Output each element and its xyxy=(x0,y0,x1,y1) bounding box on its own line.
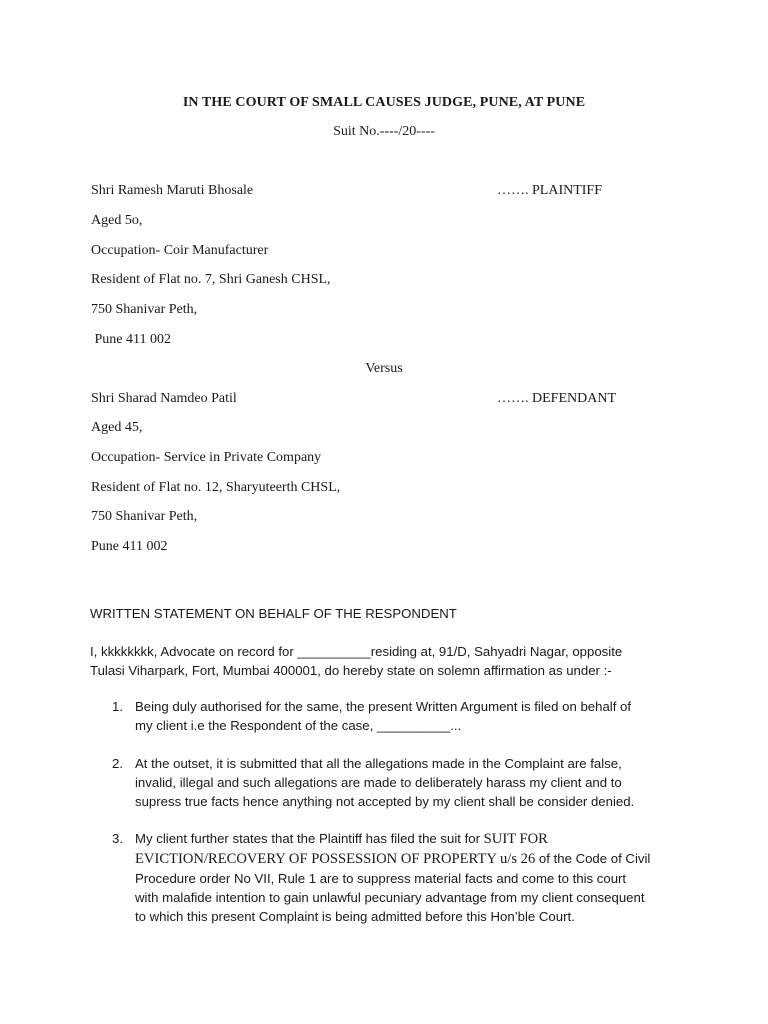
suit-type-text: EVICTION/RECOVERY OF POSSESSION OF PROPERTY u/s 26 xyxy=(135,851,536,867)
list-item-text xyxy=(135,697,631,735)
list-line: At the outset, it is submitted that all the allegations made in the Complaint are false, xyxy=(135,756,622,771)
court-title: IN THE COURT OF SMALL CAUSES JUDGE, PUNE, AT PUNE xyxy=(182,95,586,110)
written-statement-heading: WRITTEN STATEMENT ON BEHALF OF THE RESPONDENT xyxy=(90,606,457,621)
list-line: invalid, illegal and such allegations are made to deliberately harass my client and to xyxy=(135,775,622,790)
list-line: supress true facts hence anything not accepted by my client shall be consider denied. xyxy=(135,794,635,809)
plaintiff-address-line-1: Resident of Flat no. 7, Shri Ganesh CHSL, xyxy=(91,272,331,287)
intro-line: Tulasi Viharpark, Fort, Mumbai 400001, do hereby state on solemn affirmation as under :- xyxy=(90,663,612,678)
versus-label: Versus xyxy=(365,361,403,376)
plaintiff-name: Shri Ramesh Maruti Bhosale xyxy=(91,183,254,198)
list-item-text xyxy=(135,754,634,811)
list-number: 2. xyxy=(112,756,123,771)
list-line: to which this present Complaint is being admitted before this Hon’ble Court. xyxy=(135,909,575,924)
list-line xyxy=(135,829,650,849)
suit-type-text: SUIT FOR xyxy=(483,831,548,847)
plaintiff-occupation: Occupation- Coir Manufacturer xyxy=(91,243,269,258)
defendant-age: Aged 45, xyxy=(91,420,143,435)
defendant-address-line-3: Pune 411 002 xyxy=(91,539,168,554)
defendant-role: ……. DEFENDANT xyxy=(497,391,616,406)
list-line: Being duly authorised for the same, the present Written Argument is filed on behalf of xyxy=(135,699,632,714)
list-text: My client further states that the Plaintiff has filed the suit for xyxy=(135,831,484,846)
defendant-name: Shri Sharad Namdeo Patil xyxy=(91,391,237,406)
plaintiff-address-line-2: 750 Shanivar Peth, xyxy=(91,302,198,317)
plaintiff-age: Aged 5o, xyxy=(91,213,143,228)
list-line: my client i.e the Respondent of the case, __________... xyxy=(135,718,462,733)
intro-paragraph xyxy=(90,642,690,680)
plaintiff-role: ……. PLAINTIFF xyxy=(497,183,603,198)
defendant-address-line-2: 750 Shanivar Peth, xyxy=(91,509,198,524)
list-line: Procedure order No VII, Rule 1 are to suppress material facts and come to this court xyxy=(135,871,627,886)
list-text: of the Code of Civil xyxy=(535,851,651,866)
list-number: 1. xyxy=(112,699,123,714)
defendant-occupation: Occupation- Service in Private Company xyxy=(91,450,322,465)
defendant-address-line-1: Resident of Flat no. 12, Sharyuteerth CHSL, xyxy=(91,480,341,495)
list-line: with malafide intention to gain unlawful pecuniary advantage from my client consequent xyxy=(135,890,645,905)
suit-number: Suit No.----/20---- xyxy=(333,124,435,139)
intro-line: I, kkkkkkkk, Advocate on record for __________residing at, 91/D, Sahyadri Nagar, opposite xyxy=(90,644,623,659)
list-number: 3. xyxy=(112,831,123,846)
list-item-text xyxy=(135,829,650,926)
list-line xyxy=(135,849,650,869)
plaintiff-address-line-3: Pune 411 002 xyxy=(91,332,171,347)
